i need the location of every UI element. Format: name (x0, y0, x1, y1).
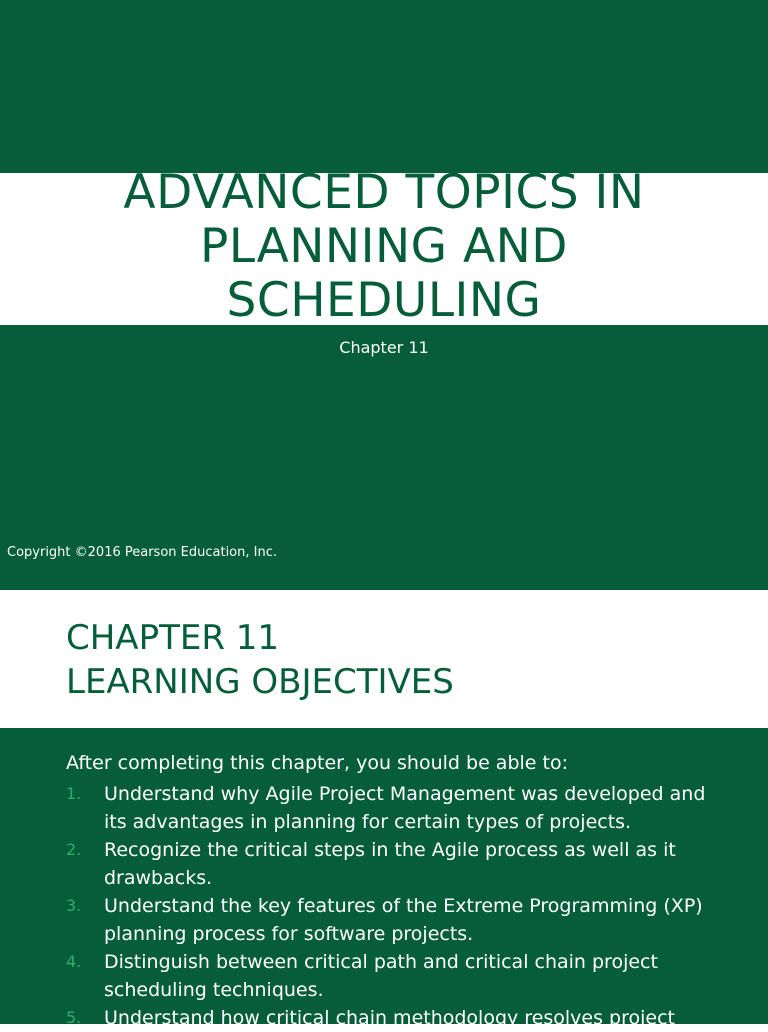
objectives-intro: After completing this chapter, you should be able to: (66, 752, 568, 774)
objective-number: 1. (66, 784, 82, 803)
objective-item (66, 836, 706, 892)
objective-text: Recognize the critical steps in the Agile process as well as it drawbacks. (104, 839, 676, 889)
objective-number: 2. (66, 840, 82, 859)
objective-number: 5. (66, 1008, 82, 1027)
objective-item (66, 780, 706, 836)
objective-text: Understand the key features of the Extreme Programming (XP) planning process for software projects. (104, 895, 703, 945)
objective-number: 4. (66, 952, 82, 971)
objective-item (66, 892, 706, 948)
title-slide-top-band (0, 0, 768, 173)
slide-title-line: ADVANCED TOPICS IN (123, 165, 645, 220)
copyright-notice: Copyright ©2016 Pearson Education, Inc. (7, 545, 277, 560)
objective-text: Distinguish between critical path and critical chain project scheduling techniques. (104, 951, 658, 1001)
objectives-title-line: CHAPTER 11 (66, 618, 280, 658)
objective-item (66, 1004, 706, 1032)
slide-title-line: PLANNING AND (200, 219, 568, 274)
objective-number: 3. (66, 896, 82, 915)
objectives-list (66, 780, 706, 1032)
slide-title-line: SCHEDULING (226, 273, 542, 328)
objectives-title (66, 616, 454, 704)
objective-item (66, 948, 706, 1004)
objectives-title-line: LEARNING OBJECTIVES (66, 662, 454, 702)
objective-text: Understand why Agile Project Management was developed and its advantages in planning for certain types of projects. (104, 783, 706, 833)
slide-subtitle: Chapter 11 (339, 338, 429, 357)
objective-text: Understand how critical chain methodology resolves project (104, 1007, 676, 1029)
slide-title (0, 166, 768, 328)
